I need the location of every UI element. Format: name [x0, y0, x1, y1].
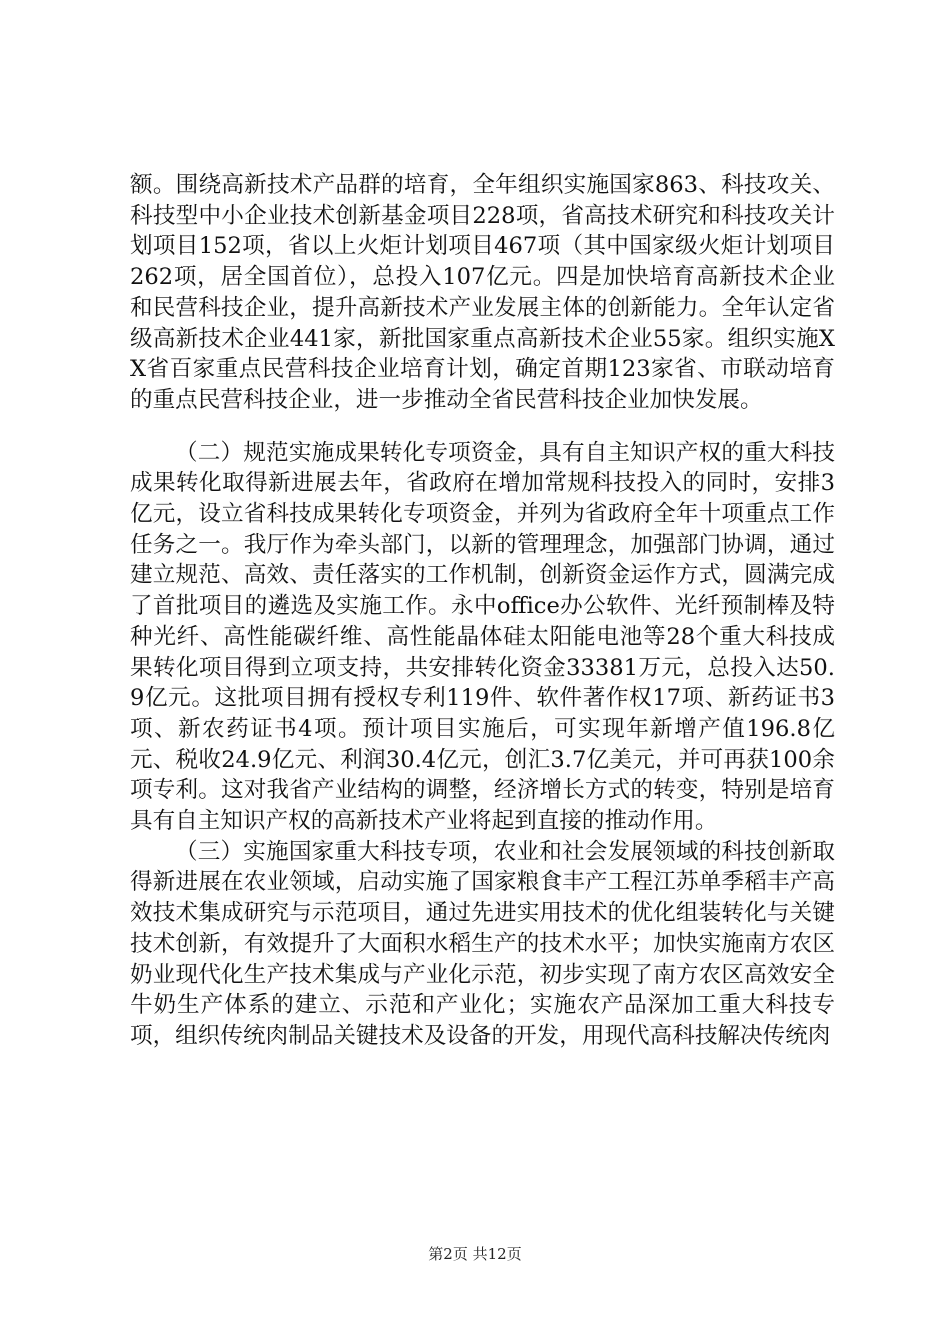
page-number-footer: 第2页 共12页 — [428, 1245, 522, 1263]
paragraph-2: （二）规范实施成果转化专项资金，具有自主知识产权的重大科技成果转化取得新进展去年，省政府在增加常规科技投入的同时，安排3亿元，设立省科技成果转化专项资金，并列为省政府全年十项重点工作任务之一。我厅作为牵头部门，以新的管理理念，加强部门协调，通过建立规范、高效、责任落实的工作机制，创新资金运作方式，圆满完成了首批项目的遴选及实施工作。永中office办公软件、光纤预制棒及特种光纤、高性能碳纤维、高性能晶体硅太阳能电池等28个重大科技成果转化项目得到立项支持，共安排转化资金33381万元，总投入达50.9亿元。这批项目拥有授权专利119件、软件著作权17项、新药证书3项、新农药证书4项。预计项目实施后，可实现年新增产值196.8亿元、税收24.9亿元、利润30.4亿元，创汇3.7亿美元，并可再获100余项专利。这对我省产业结构的调整，经济增长方式的转变，特别是培育具有自主知识产权的高新技术产业将起到直接的推动作用。 — [130, 439, 835, 835]
paragraph-3: （三）实施国家重大科技专项，农业和社会发展领域的科技创新取得新进展在农业领域，启动实施了国家粮食丰产工程江苏单季稻丰产高效技术集成研究与示范项目，通过先进实用技术的优化组装转化与关键技术创新，有效提升了大面积水稻生产的技术水平；加快实施南方农区奶业现代化生产技术集成与产业化示范，初步实现了南方农区高效安全牛奶生产体系的建立、示范和产业化；实施农产品深加工重大科技专项，组织传统肉制品关键技术及设备的开发，用现代高科技解决传统肉 — [130, 838, 835, 1049]
document-body — [130, 170, 835, 1052]
paragraph-1: 额。围绕高新技术产品群的培育，全年组织实施国家863、科技攻关、科技型中小企业技术创新基金项目228项，省高技术研究和科技攻关计划项目152项，省以上火炬计划项目467项（其中国家级火炬计划项目262项，居全国首位），总投入107亿元。四是加快培育高新技术企业和民营科技企业，提升高新技术产业发展主体的创新能力。全年认定省级高新技术企业441家，新批国家重点高新技术企业55家。组织实施XX省百家重点民营科技企业培育计划，确定首期123家省、市联动培育的重点民营科技企业，进一步推动全省民营科技企业加快发展。 — [130, 172, 835, 413]
